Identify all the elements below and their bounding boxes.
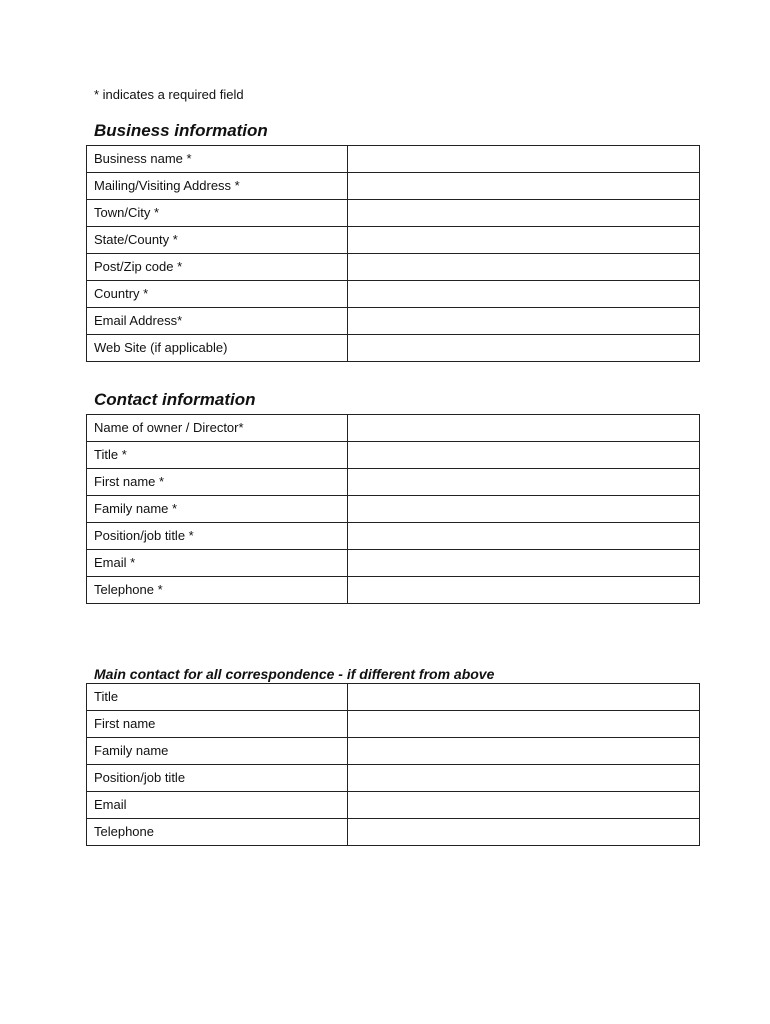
table-row (87, 711, 700, 738)
table-row (87, 792, 700, 819)
web-site-cell (348, 335, 700, 362)
contact-information-table (86, 414, 700, 604)
required-field-note: * indicates a required field (94, 87, 244, 102)
business-name-cell (348, 146, 700, 173)
contact-telephone-cell (348, 577, 700, 604)
main-contact-family-name-label: Family name (87, 738, 348, 765)
table-row (87, 227, 700, 254)
table-row (87, 550, 700, 577)
table-row (87, 819, 700, 846)
country-cell (348, 281, 700, 308)
owner-director-name-label: Name of owner / Director* (87, 415, 348, 442)
contact-first-name-cell (348, 469, 700, 496)
main-contact-email-label: Email (87, 792, 348, 819)
mailing-address-cell (348, 173, 700, 200)
main-contact-heading: Main contact for all correspondence - if different from above (94, 666, 495, 682)
email-address-input[interactable] (348, 308, 699, 334)
table-row (87, 146, 700, 173)
state-county-input[interactable] (348, 227, 699, 253)
main-contact-family-name-cell (348, 738, 700, 765)
contact-family-name-cell (348, 496, 700, 523)
contact-first-name-input[interactable] (348, 469, 699, 495)
table-row (87, 415, 700, 442)
contact-position-cell (348, 523, 700, 550)
table-row (87, 496, 700, 523)
business-name-label: Business name * (87, 146, 348, 173)
state-county-cell (348, 227, 700, 254)
mailing-address-label: Mailing/Visiting Address * (87, 173, 348, 200)
post-zip-code-label: Post/Zip code * (87, 254, 348, 281)
business-information-table (86, 145, 700, 362)
table-row (87, 684, 700, 711)
main-contact-email-input[interactable] (348, 792, 699, 818)
table-row (87, 335, 700, 362)
table-row (87, 173, 700, 200)
business-name-input[interactable] (348, 146, 699, 172)
table-row (87, 308, 700, 335)
table-row (87, 442, 700, 469)
table-row (87, 523, 700, 550)
table-row (87, 738, 700, 765)
contact-position-input[interactable] (348, 523, 699, 549)
contact-telephone-input[interactable] (348, 577, 699, 603)
post-zip-code-cell (348, 254, 700, 281)
post-zip-code-input[interactable] (348, 254, 699, 280)
business-information-heading: Business information (94, 121, 268, 140)
contact-title-input[interactable] (348, 442, 699, 468)
contact-title-cell (348, 442, 700, 469)
main-contact-family-name-input[interactable] (348, 738, 699, 764)
country-label: Country * (87, 281, 348, 308)
main-contact-telephone-input[interactable] (348, 819, 699, 845)
main-contact-position-input[interactable] (348, 765, 699, 791)
main-contact-first-name-input[interactable] (348, 711, 699, 737)
contact-email-label: Email * (87, 550, 348, 577)
main-contact-position-cell (348, 765, 700, 792)
contact-title-label: Title * (87, 442, 348, 469)
email-address-cell (348, 308, 700, 335)
contact-telephone-label: Telephone * (87, 577, 348, 604)
email-address-label: Email Address* (87, 308, 348, 335)
contact-family-name-input[interactable] (348, 496, 699, 522)
web-site-label: Web Site (if applicable) (87, 335, 348, 362)
state-county-label: State/County * (87, 227, 348, 254)
contact-family-name-label: Family name * (87, 496, 348, 523)
contact-first-name-label: First name * (87, 469, 348, 496)
web-site-input[interactable] (348, 335, 699, 361)
table-row (87, 765, 700, 792)
main-contact-telephone-label: Telephone (87, 819, 348, 846)
town-city-cell (348, 200, 700, 227)
owner-director-name-input[interactable] (348, 415, 699, 441)
main-contact-title-input[interactable] (348, 684, 699, 710)
main-contact-telephone-cell (348, 819, 700, 846)
main-contact-table (86, 683, 700, 846)
contact-email-cell (348, 550, 700, 577)
table-row (87, 254, 700, 281)
country-input[interactable] (348, 281, 699, 307)
main-contact-first-name-cell (348, 711, 700, 738)
main-contact-title-label: Title (87, 684, 348, 711)
table-row (87, 281, 700, 308)
contact-position-label: Position/job title * (87, 523, 348, 550)
table-row (87, 200, 700, 227)
town-city-input[interactable] (348, 200, 699, 226)
main-contact-first-name-label: First name (87, 711, 348, 738)
main-contact-email-cell (348, 792, 700, 819)
table-row (87, 577, 700, 604)
main-contact-position-label: Position/job title (87, 765, 348, 792)
town-city-label: Town/City * (87, 200, 348, 227)
contact-information-heading: Contact information (94, 390, 256, 409)
main-contact-title-cell (348, 684, 700, 711)
mailing-address-input[interactable] (348, 173, 699, 199)
owner-director-name-cell (348, 415, 700, 442)
table-row (87, 469, 700, 496)
contact-email-input[interactable] (348, 550, 699, 576)
